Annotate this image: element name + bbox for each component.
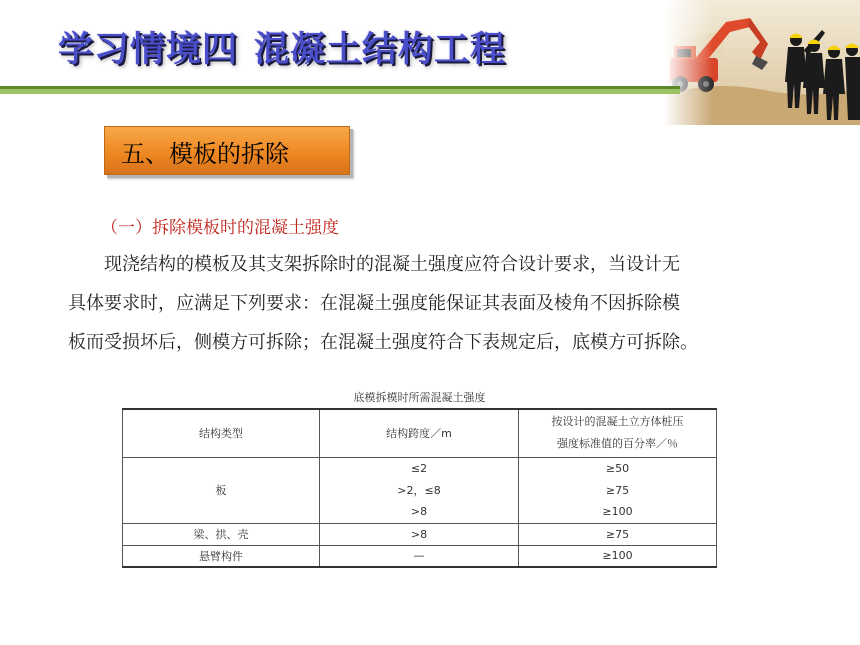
- cell-type: 梁、拱、壳: [123, 523, 320, 545]
- cell-percent: ≥100: [519, 501, 717, 523]
- excavator-construction-photo: [664, 0, 860, 125]
- title-part-2: 混凝土结构工程: [254, 30, 507, 70]
- table-caption: 底模拆模时所需混凝土强度: [353, 391, 486, 404]
- section-heading-box: [104, 126, 350, 175]
- cell-span: >2，≤8: [320, 479, 519, 501]
- section-heading-label: 五、模板的拆除: [121, 140, 289, 168]
- header-strength-percent: [519, 409, 717, 457]
- table-row: [123, 545, 717, 567]
- cell-type: 悬臂构件: [123, 545, 320, 567]
- header-strength-line-1: 按设计的混凝土立方体桩压: [551, 415, 684, 429]
- cell-span: —: [320, 545, 519, 567]
- body-paragraph: [68, 245, 828, 362]
- strength-table: [122, 408, 717, 568]
- cell-span: ≤2: [320, 457, 519, 479]
- header-structure-type: 结构类型: [123, 409, 320, 457]
- paragraph-line-3: 板而受损坏后，侧模方可拆除；在混凝土强度符合下表规定后，底模方可拆除。: [68, 332, 698, 353]
- subheading: （一）拆除模板时的混凝土强度: [101, 218, 339, 238]
- slide-title: [58, 22, 506, 72]
- table-header-row: [123, 409, 717, 457]
- cell-span: >8: [320, 523, 519, 545]
- table-row: [123, 457, 717, 479]
- cell-type: 板: [123, 457, 320, 523]
- cell-percent: ≥50: [519, 457, 717, 479]
- cell-percent: ≥75: [519, 523, 717, 545]
- paragraph-line-1: 现浇结构的模板及其支架拆除时的混凝土强度应符合设计要求，当设计无: [104, 254, 680, 275]
- header-strength-line-2: 强度标准值的百分率／％: [557, 437, 678, 451]
- cell-span: >8: [320, 501, 519, 523]
- paragraph-line-2: 具体要求时，应满足下列要求：在混凝土强度能保证其表面及棱角不因拆除模: [68, 293, 680, 314]
- table-row: [123, 523, 717, 545]
- cell-percent: ≥75: [519, 479, 717, 501]
- title-rule-light: [0, 89, 680, 94]
- cell-percent: ≥100: [519, 545, 717, 567]
- header-span: 结构跨度／m: [320, 409, 519, 457]
- title-part-1: 学习情境四: [58, 30, 239, 70]
